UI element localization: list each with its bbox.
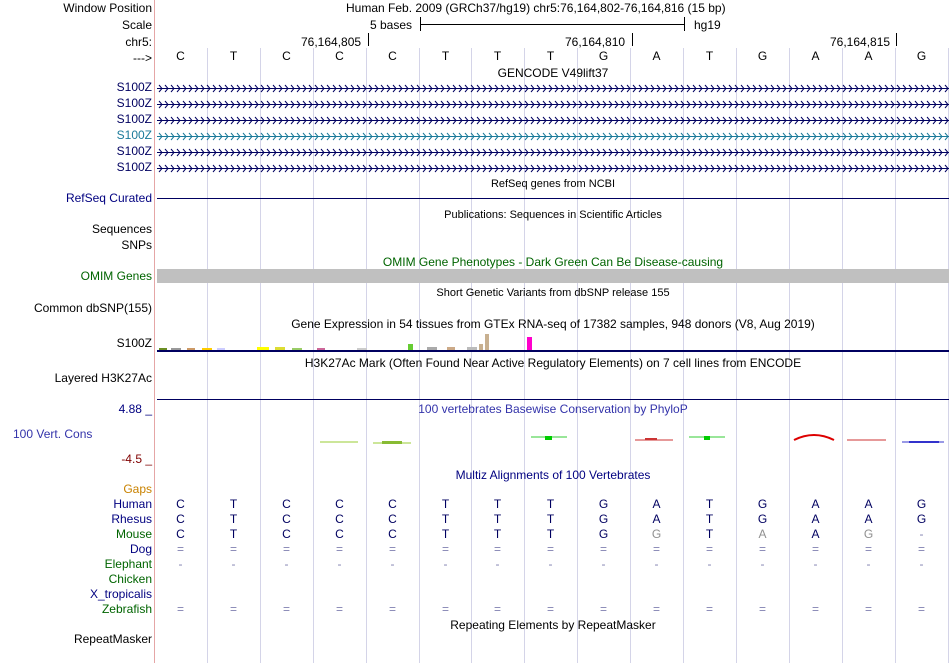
- alignment-base: G: [916, 512, 927, 526]
- sequence-base: G: [757, 49, 768, 63]
- alignment-base: -: [337, 557, 342, 571]
- species-label[interactable]: Elephant: [104, 557, 152, 571]
- alignment-base: C: [176, 497, 185, 511]
- scale-label: Scale: [121, 18, 152, 32]
- alignment-base: T: [546, 512, 555, 526]
- species-label[interactable]: Mouse: [115, 527, 152, 541]
- multiz-title[interactable]: Multiz Alignments of 100 Vertebrates: [455, 468, 651, 482]
- alignment-base: G: [651, 527, 662, 541]
- gencode-title[interactable]: GENCODE V49lift37: [497, 66, 609, 80]
- sequence-base: C: [335, 49, 344, 63]
- gtex-label[interactable]: S100Z: [116, 336, 152, 350]
- species-label[interactable]: Zebrafish: [101, 602, 152, 616]
- alignment-base: T: [705, 527, 714, 541]
- window-position-label: Window Position: [63, 1, 152, 15]
- publications-title[interactable]: Publications: Sequences in Scientific Articles: [444, 209, 662, 221]
- alignment-base: -: [919, 557, 924, 571]
- coord-tick-1: 76,164,805: [301, 35, 362, 49]
- alignment-base: G: [757, 497, 768, 511]
- sequence-base: T: [441, 49, 450, 63]
- species-label[interactable]: Human: [113, 497, 152, 511]
- alignment-base: -: [813, 557, 818, 571]
- alignment-base: C: [388, 527, 397, 541]
- alignment-base: -: [390, 557, 395, 571]
- alignment-base: =: [282, 602, 290, 616]
- alignment-base: C: [335, 527, 344, 541]
- scale-bases: 5 bases: [370, 18, 413, 32]
- phylop-min: -4.5 _: [121, 452, 152, 466]
- dbsnp-title[interactable]: Short Genetic Variants from dbSNP release 155: [436, 287, 670, 299]
- alignment-base: T: [493, 497, 502, 511]
- alignment-base: -: [601, 557, 606, 571]
- refseq-title[interactable]: RefSeq genes from NCBI: [490, 178, 616, 190]
- species-label[interactable]: Rhesus: [111, 512, 152, 526]
- alignment-base: =: [282, 542, 290, 556]
- window-position-value: Human Feb. 2009 (GRCh37/hg19) chr5:76,164,802-76,164,816 (15 bp): [346, 1, 726, 15]
- alignment-base: -: [919, 527, 924, 541]
- alignment-base: =: [546, 542, 554, 556]
- sequence-base: C: [176, 49, 185, 63]
- sequence-base: T: [229, 49, 238, 63]
- alignment-base: =: [441, 602, 449, 616]
- alignment-base: T: [705, 497, 714, 511]
- alignment-base: =: [388, 542, 396, 556]
- gaps-label[interactable]: Gaps: [123, 482, 152, 496]
- repeatmasker-title[interactable]: Repeating Elements by RepeatMasker: [450, 618, 656, 632]
- species-label[interactable]: Dog: [129, 542, 152, 556]
- sequence-base: C: [388, 49, 397, 63]
- phylop-graph: [157, 425, 949, 455]
- sequence-base: C: [282, 49, 291, 63]
- sequence-base: A: [864, 49, 873, 63]
- alignment-base: G: [916, 497, 927, 511]
- refseq-label[interactable]: RefSeq Curated: [65, 191, 152, 205]
- alignment-base: C: [282, 497, 291, 511]
- alignment-base: G: [863, 527, 874, 541]
- sequence-row: [154, 49, 948, 64]
- sequence-base: T: [705, 49, 714, 63]
- phylop-label[interactable]: 100 Vert. Cons: [13, 427, 93, 441]
- alignment-base: C: [388, 512, 397, 526]
- phylop-max: 4.88 _: [118, 402, 152, 416]
- alignment-base: =: [176, 542, 184, 556]
- alignment-base: T: [546, 527, 555, 541]
- alignment-base: G: [757, 512, 768, 526]
- alignment-base: -: [654, 557, 659, 571]
- strand-label: --->: [133, 51, 152, 65]
- alignment-base: G: [598, 527, 609, 541]
- gencode-row-label[interactable]: S100Z: [116, 128, 152, 142]
- gencode-transcript[interactable]: [157, 132, 949, 141]
- alignment-base: =: [705, 542, 713, 556]
- alignment-base: G: [598, 497, 609, 511]
- alignment-base: A: [864, 512, 873, 526]
- alignment-base: -: [495, 557, 500, 571]
- alignment-base: -: [548, 557, 553, 571]
- coord-tick-mark-2: [632, 33, 633, 46]
- alignment-base: -: [760, 557, 765, 571]
- sequence-base: G: [598, 49, 609, 63]
- sequence-base: A: [652, 49, 661, 63]
- alignment-base: =: [335, 602, 343, 616]
- sequence-base: T: [546, 49, 555, 63]
- publications-label[interactable]: Sequences: [91, 222, 152, 236]
- alignment-base: C: [282, 512, 291, 526]
- alignment-base: -: [443, 557, 448, 571]
- gencode-row-label[interactable]: S100Z: [116, 112, 152, 126]
- alignment-base: T: [229, 497, 238, 511]
- alignment-base: =: [917, 542, 925, 556]
- h3k27ac-baseline: [157, 399, 949, 400]
- gencode-row-label[interactable]: S100Z: [116, 160, 152, 174]
- alignment-base: -: [866, 557, 871, 571]
- alignment-base: A: [652, 512, 661, 526]
- alignment-base: C: [335, 497, 344, 511]
- coord-tick-mark-1: [368, 33, 369, 46]
- alignment-base: =: [388, 602, 396, 616]
- alignment-base: =: [811, 542, 819, 556]
- alignment-base: C: [282, 527, 291, 541]
- alignment-base: A: [811, 527, 820, 541]
- gtex-bar-chart: [157, 330, 949, 352]
- alignment-base: T: [493, 527, 502, 541]
- coord-tick-mark-3: [896, 33, 897, 46]
- alignment-base: =: [705, 602, 713, 616]
- gencode-row-label[interactable]: S100Z: [116, 80, 152, 94]
- gencode-transcript[interactable]: [157, 116, 949, 125]
- omim-bar[interactable]: [157, 269, 949, 283]
- alignment-base: T: [441, 497, 450, 511]
- alignment-base: T: [705, 512, 714, 526]
- gtex-title[interactable]: Gene Expression in 54 tissues from GTEx RNA-seq of 17382 samples, 948 donors (V8, Aug 2019): [291, 317, 815, 331]
- phylop-track[interactable]: [157, 425, 949, 455]
- alignment-base: -: [284, 557, 289, 571]
- alignment-base: =: [229, 542, 237, 556]
- repeatmasker-label[interactable]: RepeatMasker: [73, 632, 152, 646]
- alignment-base: -: [231, 557, 236, 571]
- gencode-transcript[interactable]: [157, 148, 949, 157]
- sequence-base: T: [493, 49, 502, 63]
- alignment-base: =: [758, 542, 766, 556]
- alignment-base: =: [441, 542, 449, 556]
- alignment-base: T: [493, 512, 502, 526]
- scale-bar: [420, 17, 685, 31]
- alignment-base: =: [546, 602, 554, 616]
- alignment-base: =: [335, 542, 343, 556]
- alignment-base: T: [441, 512, 450, 526]
- gencode-transcript[interactable]: [157, 100, 949, 109]
- snps-label[interactable]: SNPs: [121, 238, 152, 252]
- species-label[interactable]: X_tropicalis: [89, 587, 152, 601]
- sequence-base: A: [811, 49, 820, 63]
- alignment-base: A: [811, 512, 820, 526]
- coord-tick-2: 76,164,810: [565, 35, 626, 49]
- sequence-base: G: [916, 49, 927, 63]
- alignment-base: C: [388, 497, 397, 511]
- alignment-base: T: [546, 497, 555, 511]
- alignment-base: =: [599, 602, 607, 616]
- alignment-base: T: [441, 527, 450, 541]
- alignment-base: =: [652, 602, 660, 616]
- alignment-base: C: [176, 527, 185, 541]
- dbsnp-label[interactable]: Common dbSNP(155): [33, 301, 152, 315]
- alignment-base: =: [758, 602, 766, 616]
- gtex-bars[interactable]: [157, 330, 949, 352]
- alignment-base: =: [599, 542, 607, 556]
- gencode-transcript[interactable]: [157, 84, 949, 93]
- alignment-base: A: [864, 497, 873, 511]
- alignment-base: =: [229, 602, 237, 616]
- gencode-transcript[interactable]: [157, 164, 949, 173]
- alignment-base: -: [707, 557, 712, 571]
- h3k27ac-label[interactable]: Layered H3K27Ac: [54, 371, 152, 385]
- alignment-base: =: [493, 542, 501, 556]
- alignment-base: T: [229, 512, 238, 526]
- gencode-row-label[interactable]: S100Z: [116, 96, 152, 110]
- coord-tick-3: 76,164,815: [830, 35, 891, 49]
- omim-label[interactable]: OMIM Genes: [80, 269, 152, 283]
- alignment-base: C: [176, 512, 185, 526]
- alignment-base: T: [229, 527, 238, 541]
- alignment-base: =: [652, 542, 660, 556]
- alignment-base: A: [652, 497, 661, 511]
- alignment-base: G: [598, 512, 609, 526]
- alignment-base: =: [864, 602, 872, 616]
- alignment-base: A: [811, 497, 820, 511]
- alignment-base: =: [917, 602, 925, 616]
- alignment-base: =: [864, 542, 872, 556]
- alignment-base: =: [176, 602, 184, 616]
- scale-assembly: hg19: [694, 18, 721, 32]
- h3k27ac-title[interactable]: H3K27Ac Mark (Often Found Near Active Regulatory Elements) on 7 cell lines from ENCODE: [304, 356, 802, 370]
- alignment-base: C: [335, 512, 344, 526]
- alignment-base: =: [493, 602, 501, 616]
- gencode-row-label[interactable]: S100Z: [116, 144, 152, 158]
- omim-title[interactable]: OMIM Gene Phenotypes - Dark Green Can Be Disease-causing: [382, 255, 724, 269]
- species-label[interactable]: Chicken: [108, 572, 152, 586]
- alignment-base: =: [811, 602, 819, 616]
- chrom-label: chr5:: [125, 35, 152, 49]
- phylop-title[interactable]: 100 vertebrates Basewise Conservation by PhyloP: [418, 402, 688, 416]
- alignment-base: A: [758, 527, 767, 541]
- refseq-line: [157, 198, 949, 199]
- alignment-base: -: [178, 557, 183, 571]
